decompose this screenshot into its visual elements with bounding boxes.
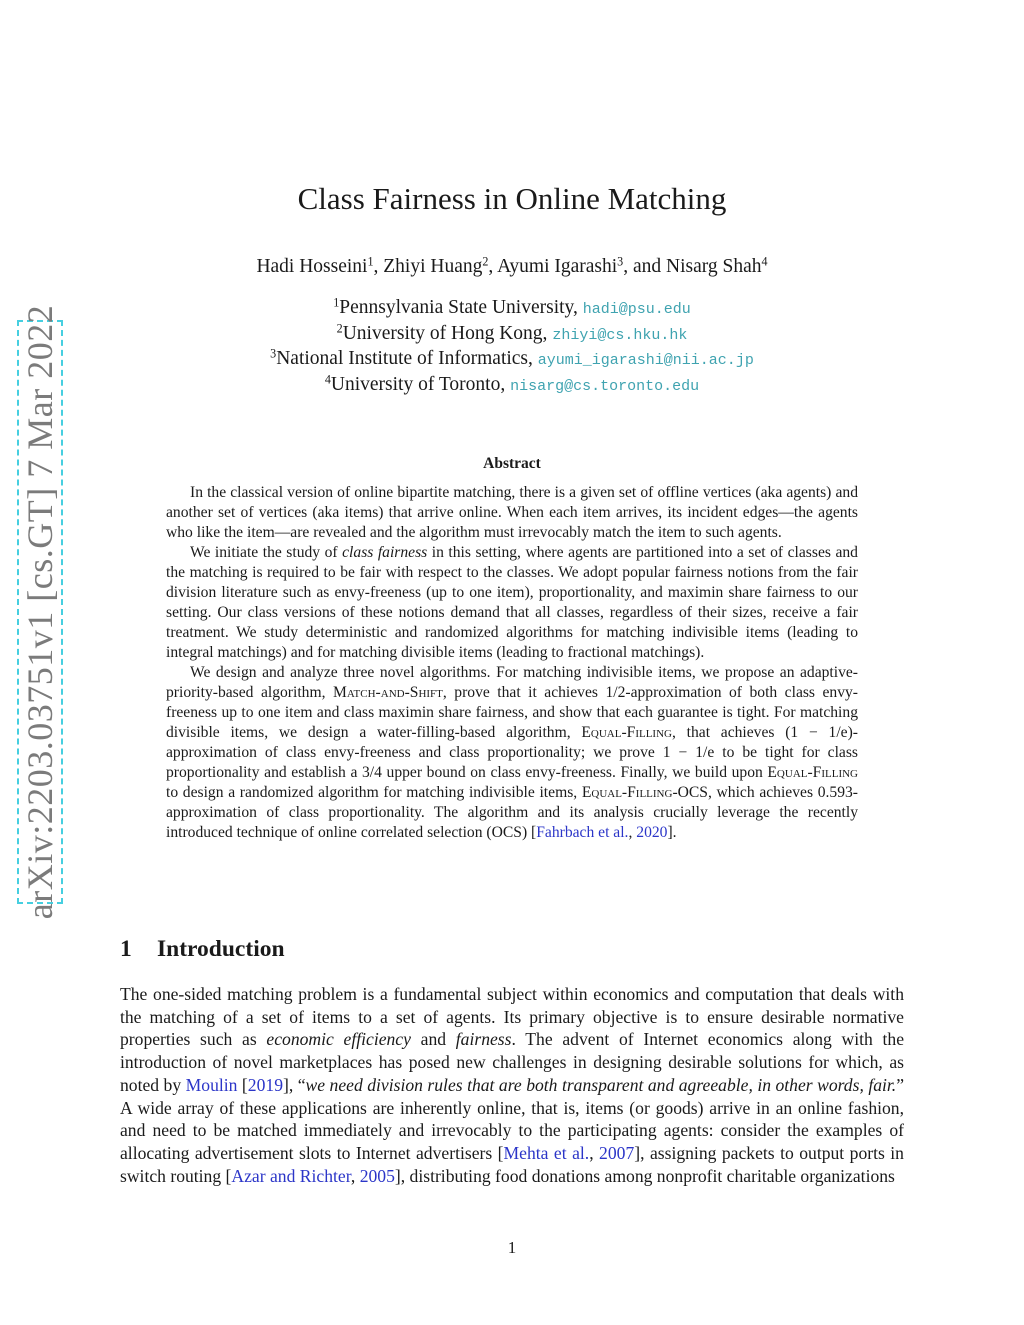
text-run: ]. bbox=[667, 824, 677, 841]
algorithm-suffix: -OCS bbox=[672, 784, 708, 801]
affiliation bbox=[0, 296, 1024, 322]
citation-year-link[interactable]: 2019 bbox=[247, 1074, 283, 1095]
algorithm-name: Equal-Filling bbox=[581, 724, 672, 741]
text-run: , bbox=[628, 824, 637, 841]
math-fraction: 1/2 bbox=[605, 684, 626, 701]
author-list bbox=[0, 256, 1024, 278]
text-run: and bbox=[410, 1029, 456, 1050]
affiliation-name: National Institute of Informatics, bbox=[276, 348, 538, 370]
author-name: Ayumi Igarashi bbox=[497, 256, 618, 277]
abstract-paragraph bbox=[166, 663, 858, 843]
algorithm-name: Match-and-Shift bbox=[332, 684, 443, 701]
text-run: ” A wide array of these applications are inherently online, that is, items (or goods) arrive in an online fashion, and need to be matched immediately and irrevocably to the participating agents: consider the examples of allocating advertisement slots to Internet advertisers [ bbox=[120, 1074, 905, 1163]
affiliation-name: University of Hong Kong, bbox=[342, 322, 553, 344]
text-run: , bbox=[350, 1165, 360, 1186]
affiliation-email-link[interactable]: zhiyi@cs.hku.hk bbox=[552, 326, 688, 344]
text-run: in this setting, where agents are partitioned into a set of classes and the matching is required to be fair with respect to the classes. We adopt popular fairness notions from the fair division literature such as envy-freeness (up to one item), proportionality, and maximin share fairness to our setting. Our class versions of these notions demand that all classes, regardless of their sizes, receive a fair treatment. We study deterministic and randomized algorithms for matching indivisible items (leading to integral matchings) and for matching divisible items (leading to fractional matchings). bbox=[166, 544, 858, 661]
algorithm-name: Equal-Filling bbox=[767, 764, 858, 781]
author-name: Hadi Hosseini bbox=[256, 256, 368, 277]
text-run: , bbox=[589, 1142, 600, 1163]
arxiv-identifier: arXiv:2203.03751v1 [cs.GT] 7 Mar 2022 bbox=[20, 304, 60, 920]
arxiv-stamp bbox=[17, 304, 63, 920]
author-affiliation-mark: 1 bbox=[367, 254, 374, 269]
emphasis: class fairness bbox=[342, 544, 428, 561]
citation-link[interactable]: Moulin bbox=[185, 1074, 238, 1095]
affiliation-email-link[interactable]: nisarg@cs.toronto.edu bbox=[510, 378, 700, 396]
text-run: upper bound on class envy-freeness. Finally, we build upon bbox=[381, 764, 768, 781]
author-separator: , and bbox=[623, 256, 666, 277]
affiliation-list bbox=[0, 296, 1024, 399]
intro-paragraph bbox=[120, 983, 904, 1187]
text-run: , which achieves bbox=[707, 784, 818, 801]
citation-link[interactable]: Azar and Richter bbox=[231, 1165, 351, 1186]
affiliation bbox=[0, 347, 1024, 373]
author-affiliation-mark: 2 bbox=[482, 254, 489, 269]
section-title: Introduction bbox=[157, 936, 285, 962]
math-number: 0.593 bbox=[817, 784, 853, 801]
author-affiliation-mark: 3 bbox=[617, 254, 624, 269]
citation-year-link[interactable]: 2007 bbox=[599, 1142, 635, 1163]
author-separator: , bbox=[488, 256, 498, 277]
affiliation-mark: 4 bbox=[324, 372, 331, 387]
affiliation-mark: 2 bbox=[336, 321, 343, 336]
author-affiliation-mark: 4 bbox=[761, 254, 768, 269]
abstract-paragraph bbox=[166, 543, 858, 663]
text-run: , prove that it achieves bbox=[442, 684, 606, 701]
text-run: to design a randomized algorithm for matching indivisible items, bbox=[166, 784, 582, 801]
emphasis: fairness bbox=[455, 1029, 512, 1050]
affiliation-email-link[interactable]: hadi@psu.edu bbox=[582, 301, 691, 318]
text-run: We initiate the study of bbox=[190, 544, 343, 561]
algorithm-name: Equal-Filling bbox=[581, 784, 673, 801]
author-name: Zhiyi Huang bbox=[383, 256, 483, 277]
affiliation-mark: 3 bbox=[270, 346, 277, 361]
text-run: ], assigning packets to output ports in switch routing [ bbox=[120, 1142, 904, 1186]
author-name: Nisarg Shah bbox=[666, 256, 762, 277]
math-expression: (1 − 1/e) bbox=[785, 724, 853, 741]
text-run: . The advent of Internet economics along with the introduction of novel marketplaces has posed new challenges in designing desirable solutions for which, as noted by bbox=[120, 1029, 905, 1095]
citation-link[interactable]: Mehta et al. bbox=[503, 1142, 590, 1163]
citation-link[interactable]: Fahrbach et al. bbox=[536, 824, 629, 841]
citation-year-link[interactable]: 2020 bbox=[636, 824, 668, 841]
author-separator: , bbox=[373, 256, 384, 277]
math-expression: 1 − 1/e bbox=[662, 744, 715, 761]
abstract-body bbox=[166, 483, 858, 843]
page-number: 1 bbox=[507, 1238, 517, 1257]
abstract-paragraph: In the classical version of online bipartite matching, there is a given set of offline vertices (aka agents) and another set of vertices (aka items) that arrive online. When each item arrives, its incident edges—the agents who like the item—are revealed and the algorithm must irrevocably match the item to such agents. bbox=[166, 484, 858, 541]
text-run: -approximation of class envy-freeness and class proportionality; we prove bbox=[166, 724, 858, 761]
text-run: , that achieves bbox=[671, 724, 786, 741]
section-number: 1 bbox=[120, 936, 132, 962]
text-run: ], “ bbox=[282, 1074, 306, 1095]
text-run: We design and analyze three novel algorithms. For matching indivisible items, we propose an adaptive-priority-based algorithm, bbox=[166, 664, 858, 701]
math-fraction: 3/4 bbox=[362, 764, 382, 781]
quotation: we need division rules that are both transparent and agreeable, in other words, fair. bbox=[305, 1074, 897, 1095]
affiliation-email-link[interactable]: ayumi_igarashi@nii.ac.jp bbox=[537, 352, 754, 370]
affiliation-mark: 1 bbox=[333, 295, 340, 310]
text-run: -approximation of both class envy-freeness up to one item and class maximin share fairness, and show that each guarantee is tight. For matching divisible items, we design a water-filling-based algorithm, bbox=[166, 684, 858, 741]
affiliation bbox=[0, 322, 1024, 348]
affiliation-name: University of Toronto, bbox=[330, 374, 511, 396]
text-run: -approximation of class proportionality. The algorithm and its analysis crucially leverage the recently introduced technique of online correlated selection (OCS) [ bbox=[166, 784, 858, 841]
abstract-heading: Abstract bbox=[483, 455, 541, 472]
text-run: [ bbox=[237, 1074, 248, 1095]
text-run: The one-sided matching problem is a fundamental subject within economics and computation that deals with the matching of a set of items to a set of agents. Its primary objective is to ensure desirable normative properties such as bbox=[120, 984, 904, 1050]
affiliation bbox=[0, 373, 1024, 399]
paper-title: Class Fairness in Online Matching bbox=[297, 181, 727, 216]
affiliation-name: Pennsylvania State University, bbox=[339, 297, 583, 318]
citation-year-link[interactable]: 2005 bbox=[359, 1165, 395, 1186]
text-run: ], distributing food donations among nonprofit charitable organizations bbox=[394, 1165, 895, 1186]
text-run: to be tight for class proportionality and establish a bbox=[166, 744, 858, 781]
emphasis: economic efficiency bbox=[266, 1029, 411, 1050]
